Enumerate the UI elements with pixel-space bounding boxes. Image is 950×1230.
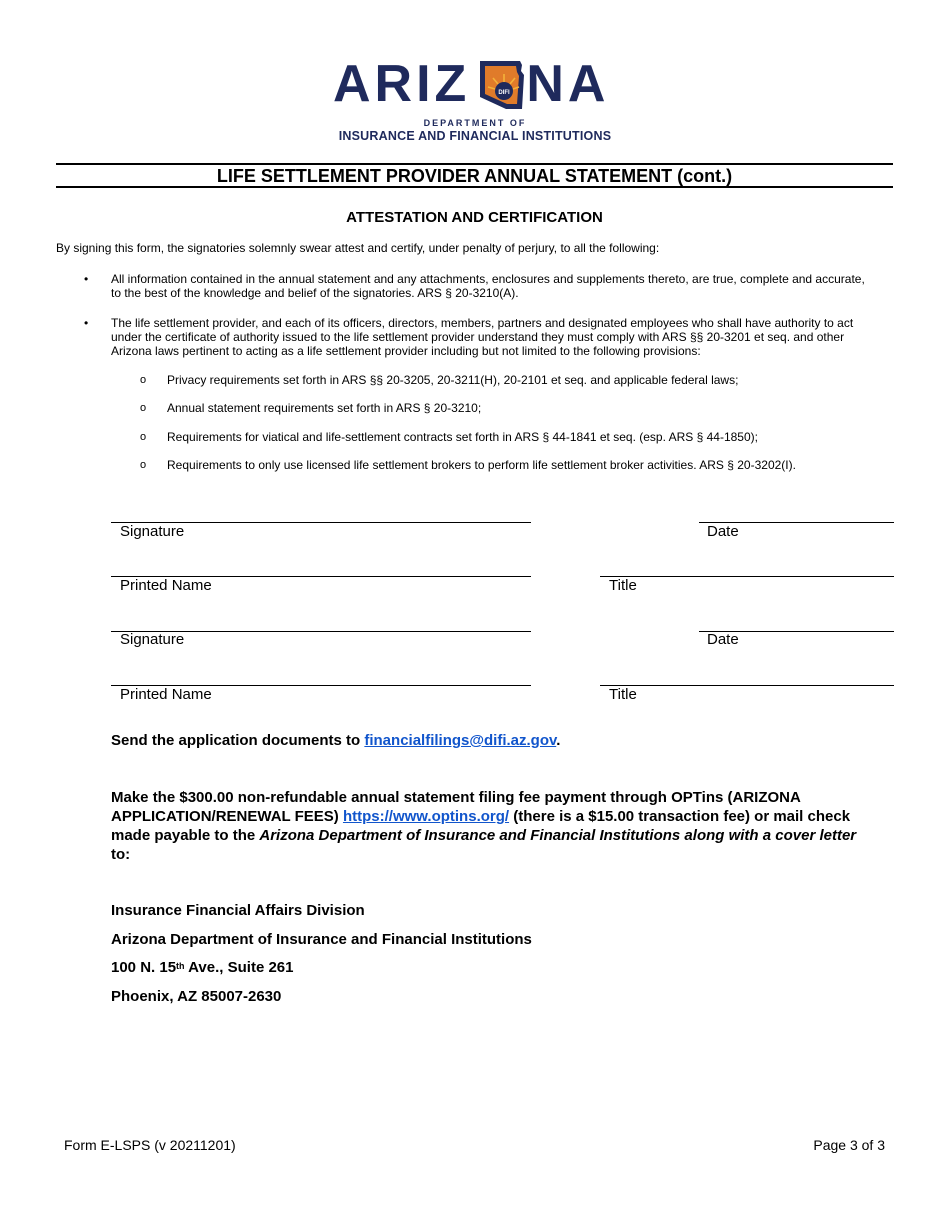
logo-badge-text: DIFI [498,90,510,96]
agency-logo [333,54,617,146]
street-suffix: Ave., Suite 261 [184,959,294,976]
street-prefix: 100 N. 15 [111,959,177,976]
signature-label-2: Signature [120,631,185,648]
section-title: ATTESTATION AND CERTIFICATION [346,209,603,226]
signature-label-1: Signature [120,523,185,540]
page-number: Page 3 of 3 [813,1137,885,1153]
send-suffix: . [556,732,561,749]
fee-instructions [111,788,901,864]
date-label-1: Date [707,523,739,540]
fee-text: made payable to the [111,827,260,844]
title-line-1[interactable] [600,576,894,577]
send-instructions [111,731,901,750]
fee-text: (there is a $15.00 transaction fee) or mail check [509,808,851,825]
sub-bullet-glyph: o [140,402,147,414]
address-division: Insurance Financial Affairs Division [111,902,365,919]
sub-item-contracts: Requirements for viatical and life-settlement contracts set forth in ARS § 44-1841 et seq. (esp. ARS § 44-1850); [167,430,758,444]
optins-link[interactable]: https://www.optins.org/ [342,808,510,825]
document-title: LIFE SETTLEMENT PROVIDER ANNUAL STATEMENT (cont.) [216,166,733,186]
arizona-state-icon [476,57,528,113]
sub-bullet-glyph: o [140,431,147,443]
printed-name-label-2: Printed Name [120,686,212,703]
form-id: Form E-LSPS (v 20211201) [64,1137,236,1153]
send-prefix: Send the application documents to [111,732,365,749]
title-label-1: Title [609,577,637,594]
date-label-2: Date [707,631,739,648]
title-line-2[interactable] [600,685,894,686]
fee-line-1: Make the $300.00 non-refundable annual statement filing fee payment through OPTins (ARIZONA [111,789,801,806]
logo-subtitle-agency: INSURANCE AND FINANCIAL INSTITUTIONS [338,129,612,143]
logo-wordmark [333,54,609,114]
logo-word-left: ARIZ [333,55,471,113]
address-city: Phoenix, AZ 85007-2630 [111,988,282,1005]
payee-name: Arizona Department of Insurance and Financial Institutions along with a cover letter [259,827,857,844]
address-department: Arizona Department of Insurance and Financial Institutions [111,931,532,948]
fee-line-2 [111,807,901,826]
fee-line-3 [111,826,901,845]
bullet-item-compliance [111,316,896,358]
sub-item-annual-statement: Annual statement requirements set forth in ARS § 20-3210; [167,401,482,415]
sub-item-brokers: Requirements to only use licensed life settlement brokers to perform life settlement broker activities. ARS § 20-3202(I). [167,458,796,472]
title-label-2: Title [609,686,637,703]
intro-paragraph: By signing this form, the signatories solemnly swear attest and certify, under penalty of perjury, to all the following: [56,241,660,255]
fee-line-4: to: [111,846,131,863]
title-rule-bottom [56,186,893,188]
bullet-line: All information contained in the annual statement and any attachments, enclosures and supplements thereto, are true, complete and accurate, [111,272,865,286]
fee-text: APPLICATION/RENEWAL FEES) [111,808,343,825]
sub-bullet-glyph: o [140,459,147,471]
bullet-line: Arizona laws pertinent to acting as a life settlement provider including but not limited to the following provisions: [111,344,701,358]
email-link[interactable]: financialfilings@difi.az.gov [364,732,557,749]
street-ordinal: th [176,961,185,971]
logo-word-right: NA [526,55,610,113]
bullet-line: The life settlement provider, and each of its officers, directors, members, partners and designated employees who shall have authority to act [111,316,854,330]
address-street [111,959,294,977]
sub-bullet-glyph: o [140,374,147,386]
bullet-glyph: • [84,272,89,286]
bullet-line: to the best of the knowledge and belief of the signatories. ARS § 20-3210(A). [111,286,519,300]
sub-item-privacy: Privacy requirements set forth in ARS §§ 20-3205, 20-3211(H), 20-2101 et seq. and applicable federal laws; [167,373,739,387]
bullet-glyph: • [84,316,89,330]
printed-name-label-1: Printed Name [120,577,212,594]
bullet-line: under the certificate of authority issued to the life settlement provider understand they must comply with ARS §§ 20-3201 et seq. and other [111,330,845,344]
bullet-item-accuracy [111,272,896,300]
logo-subtitle-department: DEPARTMENT OF [423,118,527,128]
